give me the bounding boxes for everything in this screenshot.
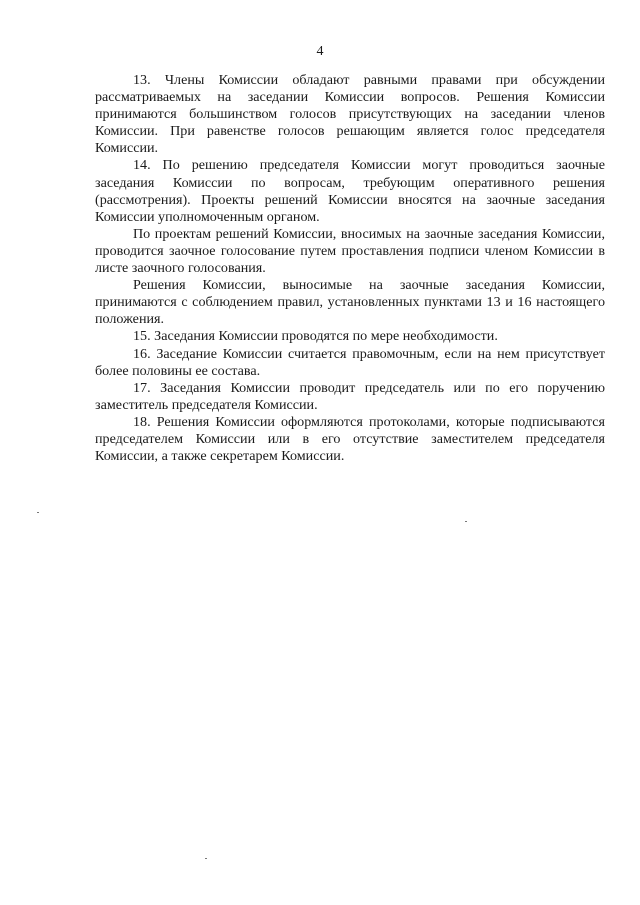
scan-speck — [205, 858, 207, 859]
paragraph-14-voting: По проектам решений Комиссии, вносимых на заочные заседания Комиссии, проводится заочное голосование путем проставления подписи членом Комиссии в листе заочного голосования. — [95, 225, 605, 277]
page-number: 4 — [316, 44, 324, 59]
paragraph-14: 14. По решению председателя Комиссии могут проводиться заочные заседания Комиссии по вопросам, требующим оперативного решения (рассмотрения). Проекты решений Комиссии вносятся на заочные заседания Комиссии уполномоченным органом. — [95, 157, 605, 225]
paragraph-17: 17. Заседания Комиссии проводит председатель или по его поручению заместитель председателя Комиссии. — [95, 379, 605, 413]
paragraph-15: 15. Заседания Комиссии проводятся по мере необходимости. — [133, 328, 498, 345]
paragraph-16: 16. Заседание Комиссии считается правомочным, если на нем присутствует более половины ее состава. — [95, 345, 605, 379]
scan-speck — [465, 521, 467, 522]
paragraph-18: 18. Решения Комиссии оформляются протоколами, которые подписываются председателем Комиссии или в его отсутствие заместителем председателя Комиссии, а также секретарем Комиссии. — [95, 413, 605, 465]
paragraph-13: 13. Члены Комиссии обладают равными правами при обсуждении рассматриваемых на заседании Комиссии вопросов. Решения Комиссии принимаются большинством голосов присутствующих на заседании членов Комиссии. При равенстве голосов решающим является голос председателя Комиссии. — [95, 72, 605, 157]
document-body — [95, 72, 605, 465]
scan-speck — [37, 512, 39, 513]
paragraph-14-decisions: Решения Комиссии, выносимые на заочные заседания Комиссии, принимаются с соблюдением правил, установленных пунктами 13 и 16 настоящего положения. — [95, 277, 605, 328]
